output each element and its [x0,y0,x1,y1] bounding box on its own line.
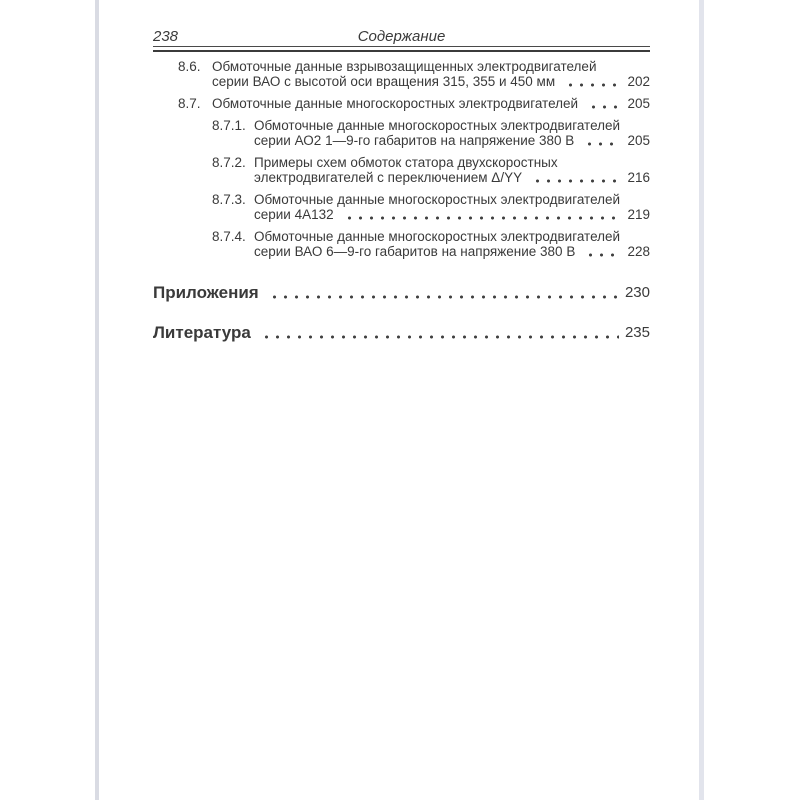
entry-page-number: 216 [627,170,650,185]
entry-number: 8.7. [178,96,201,111]
dot-leader [584,142,621,146]
toc-entry [153,118,650,148]
section-title: Литература [153,323,251,342]
entry-text-line: серии АО2 1—9-го габаритов на напряжение 380 В [254,133,575,148]
header-page-number: 238 [153,28,179,45]
entry-number: 8.7.4. [212,229,246,244]
entry-text-line: Обмоточные данные взрывозащищенных электродвигателей [212,59,597,74]
entry-number: 8.6. [178,59,201,74]
dot-leader [269,295,619,299]
toc-entry [153,96,650,111]
entry-last-line [254,207,650,222]
section-page-number: 230 [624,284,650,301]
entry-body [212,96,650,111]
entry-body [254,118,650,148]
table-of-contents [153,59,650,342]
entry-text-line: Примеры схем обмоток статора двухскоростных [254,155,558,170]
entry-text-line: серии 4А132 [254,207,334,222]
dot-leader [532,179,621,183]
dot-leader [261,335,619,339]
entry-body [254,229,650,259]
toc-entry [153,155,650,185]
entry-page-number: 202 [627,74,650,89]
entry-page-number: 228 [627,244,650,259]
dot-leader [565,83,621,87]
entry-text-line: Обмоточные данные многоскоростных электродвигателей [212,96,579,111]
toc-entry [153,229,650,259]
toc-entry [153,59,650,89]
section-literature [153,323,650,342]
dot-leader [585,253,621,257]
entry-last-line [254,244,650,259]
dot-leader [344,216,622,220]
entry-last-line [212,74,650,89]
entry-page-number: 219 [627,207,650,222]
entry-body [254,155,650,185]
entry-text-line: серии ВАО с высотой оси вращения 315, 355 и 450 мм [212,74,556,89]
entry-last-line [212,96,650,111]
entry-body [212,59,650,89]
entry-number: 8.7.2. [212,155,246,170]
entry-number: 8.7.3. [212,192,246,207]
entry-text-line: Обмоточные данные многоскоростных электродвигателей [254,192,621,207]
toc-entry [153,192,650,222]
entry-last-line [254,133,650,148]
entry-page-number: 205 [627,96,650,111]
entry-text-line: Обмоточные данные многоскоростных электродвигателей [254,118,621,133]
entry-page-number: 205 [627,133,650,148]
entry-text-line: серии ВАО 6—9-го габаритов на напряжение 380 В [254,244,576,259]
running-head [153,28,650,47]
section-title: Приложения [153,283,259,302]
entry-last-line [254,170,650,185]
entry-text-line: электродвигателей с переключением Δ/YY [254,170,523,185]
entry-text-line: Обмоточные данные многоскоростных электродвигателей [254,229,621,244]
section-appendices [153,283,650,302]
dot-leader [588,105,621,109]
entry-body [254,192,650,222]
entry-number: 8.7.1. [212,118,246,133]
header-title: Содержание [357,28,446,45]
section-page-number: 235 [624,324,650,341]
header-rule [153,50,650,52]
book-page [95,0,704,800]
